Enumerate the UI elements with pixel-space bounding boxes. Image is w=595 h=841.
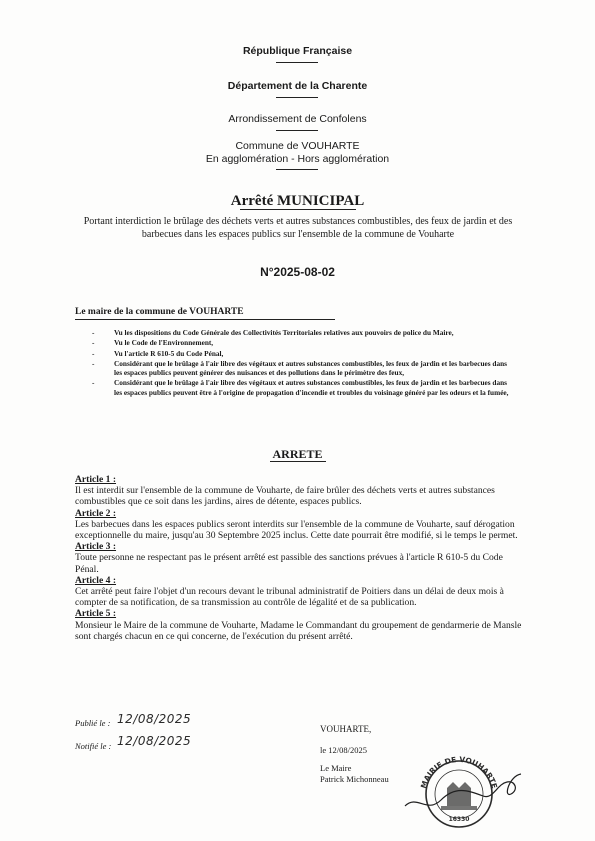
article-2 — [75, 508, 525, 542]
signature-date: le 12/08/2025 — [320, 745, 367, 755]
article-text: Cet arrêté peut faire l'objet d'un recours devant le tribunal administratif de Poitiers dans un délai de deux mois à compter de sa notification, de sa transmission au contrôle de légalité et de sa publication. — [75, 586, 504, 609]
signature-name: Patrick Michonneau — [320, 774, 389, 784]
seal-base — [441, 806, 477, 810]
article-1 — [75, 474, 525, 508]
arrete-heading: ARRETE — [272, 447, 323, 461]
article-text: Il est interdit sur l'ensemble de la commune de Vouharte, de faire brûler des déchets verts et autres substances combustibles que ce soit dans les jardins, aires de détente, espaces publics. — [75, 485, 495, 508]
commune-heading: Commune de VOUHARTE — [235, 140, 360, 152]
consideration-item: - Considérant que le brûlage à l'air libre des végétaux et autres substances combustibles, les feux de jardin et les barbecues dans les espaces publics peuvent être à l'origine de propagation d'incendie et troubles du voisinage généré par les odeurs et la fumée, — [92, 378, 509, 397]
consideration-item: - Considérant que le brûlage à l'air libre des végétaux et autres substances combustibles, les feux de jardin et les barbecues dans les espaces publics peuvent générer des nuisances et des pollutions dans le périmètre des feux, — [92, 358, 508, 378]
article-4 — [75, 575, 525, 609]
mayor-intro: Le maire de la commune de VOUHARTE — [75, 307, 244, 317]
article-title: Article 3 : — [75, 541, 117, 553]
seal-building-icon — [447, 782, 471, 806]
signature-place: VOUHARTE, — [320, 724, 372, 734]
publie-date-handwritten: 12/08/2025 — [117, 712, 192, 726]
article-5 — [75, 608, 525, 642]
divider — [276, 62, 318, 63]
seal-postal-code: 16330 — [448, 816, 470, 823]
consideration-item: - Vu le Code de l'Environnement, — [92, 338, 214, 348]
document-title: Arrêté MUNICIPAL — [230, 193, 365, 209]
article-3 — [75, 541, 525, 575]
consideration-item: - Vu l'article R 610-5 du Code Pénal, — [92, 348, 224, 358]
notifie-date-handwritten: 12/08/2025 — [117, 734, 192, 748]
consideration-item: - Vu les dispositions du Code Générale des Collectivités Territoriales relatives aux pouvoirs de police du Maire, — [92, 328, 454, 337]
divider — [276, 130, 318, 131]
arrete-heading-underline — [270, 461, 326, 462]
republique-heading: République Française — [242, 45, 353, 57]
notifie-label: Notifié le : — [75, 741, 112, 751]
article-title: Article 2 : — [75, 507, 117, 519]
seal-ring-text: MAIRIE DE VOUHARTE — [418, 754, 500, 790]
arrondissement-heading: Arrondissement de Confolens — [228, 113, 367, 125]
departement-heading: Département de la Charente — [227, 80, 368, 92]
title-underline — [240, 209, 356, 210]
signature-role: Le Maire — [320, 763, 352, 773]
arrete-number: N°2025-08-02 — [260, 265, 335, 279]
considerations-list — [92, 328, 512, 398]
article-title: Article 4 : — [75, 574, 117, 586]
publie-label: Publié le : — [75, 718, 111, 728]
document-purpose: Portant interdiction le brûlage des déchets verts et autres substances combustibles, des feux de jardin et des barbecues dans les espaces publics sur l'ensemble de la commune de Vouharte — [83, 216, 513, 240]
divider — [276, 169, 318, 170]
article-text: Toute personne ne respectant pas le présent arrêté est passible des sanctions prévues à l'article R 610-5 du Code Pénal. — [75, 552, 503, 575]
article-text: Monsieur le Maire de la commune de Vouharte, Madame le Commandant du groupement de gendarmerie de Mansle sont chargés chacun en ce qui concerne, de l'exécution du présent arrêté. — [75, 619, 522, 642]
mairie-seal-stamp — [397, 744, 527, 829]
article-title: Article 5 : — [75, 608, 117, 620]
article-text: Les barbecues dans les espaces publics seront interdits sur l'ensemble de la commune de Vouharte, sauf dérogation exceptionnelle du maire, jusqu'au 30 Septembre 2025 inclus. Cette date pourrait être modifié, si le temps le permet. — [75, 518, 518, 542]
articles-section — [75, 474, 525, 642]
mayor-underline — [75, 319, 335, 320]
article-title: Article 1 : — [75, 474, 117, 485]
divider — [276, 97, 318, 98]
agglomeration-heading: En agglomération - Hors agglomération — [205, 153, 390, 165]
